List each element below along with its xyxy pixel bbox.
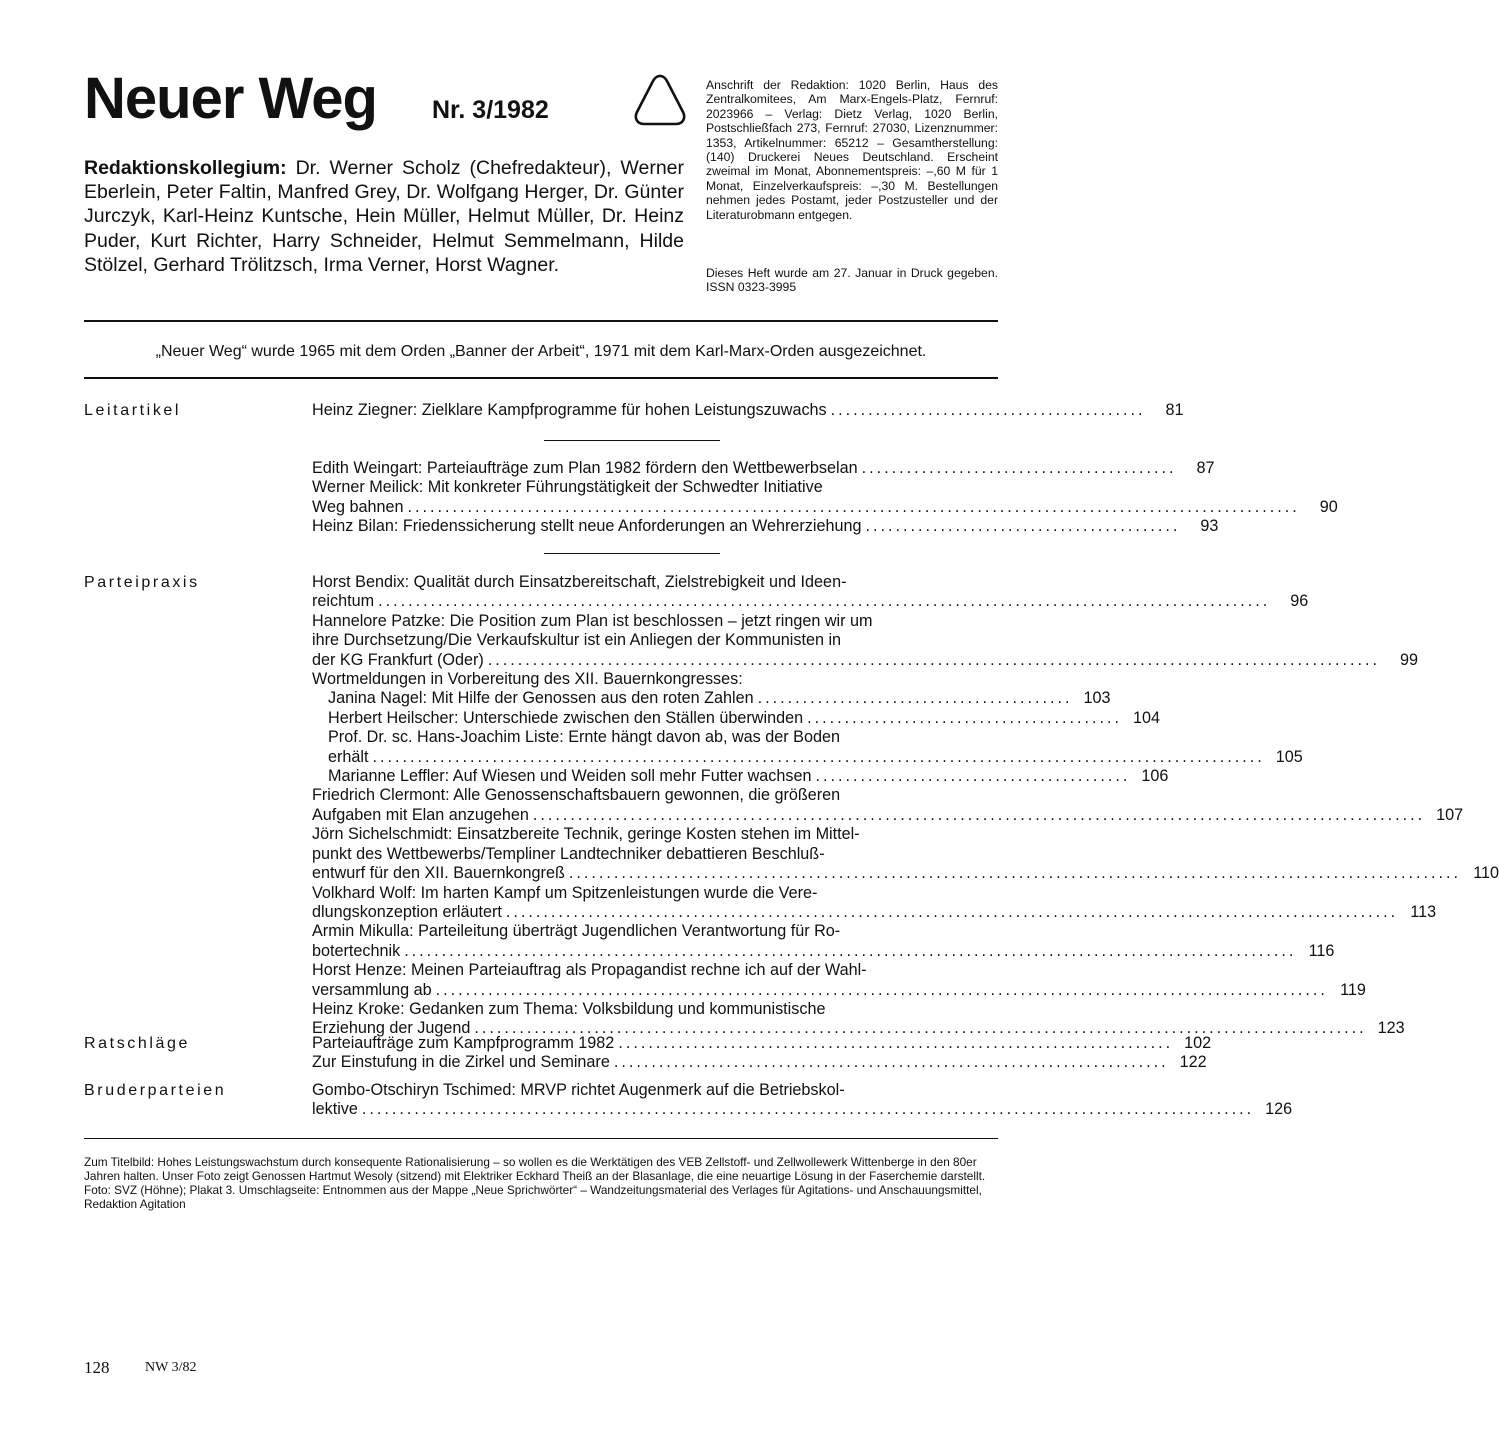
toc-entry[interactable]: Armin Mikulla: Parteileitung überträgt Jugendlichen Verantwortung für Ro- botertechnik ....................................................................................................................... 116 <box>312 922 1335 960</box>
toc-entry[interactable]: Volkhard Wolf: Im harten Kampf um Spitzenleistungen wurde die Vere- dlungskonzeption erläutert ....................................................................................................................... 113 <box>312 883 1437 921</box>
toc-group-parteipraxis <box>312 573 1499 1039</box>
section-leitartikel: Leitartikel <box>84 402 182 419</box>
toc-page-number: 113 <box>1410 902 1437 921</box>
toc-entry[interactable]: Jörn Sichelschmidt: Einsatzbereite Technik, geringe Kosten stehen im Mittel- punkt des Wettbewerbs/Templiner Landtechniker debattieren Beschluß- entwurf für den XII. Bauernkongreß ....................................................................................................................... 110 <box>312 825 1499 883</box>
toc-entry[interactable]: Hannelore Patzke: Die Position zum Plan ist beschlossen – jetzt ringen wir um ihre Durchsetzung/Die Verkaufskultur ist ein Anliegen der Kommunisten in der KG Frankfurt (Oder) ....................................................................................................................... 99 <box>312 611 1419 669</box>
toc-page-number: 107 <box>1436 805 1464 824</box>
masthead-title: Neuer Weg <box>84 66 377 131</box>
toc-entry[interactable]: Werner Meilick: Mit konkreter Führungstätigkeit der Schwedter Initiative Weg bahnen ....................................................................................................................... 90 <box>312 478 1338 516</box>
editorial-board-label: Redaktionskollegium: <box>84 157 287 179</box>
toc-entry-text: Heinz Ziegner: Zielklare Kampfprogramme für hohen Leistungszuwachs <box>312 401 827 419</box>
toc-entry-text: Armin Mikulla: Parteileitung überträgt Jugendlichen Verantwortung für Ro- <box>312 922 841 941</box>
section-ratschlaege: Ratschläge <box>84 1035 191 1052</box>
toc-entry-text: Horst Bendix: Qualität durch Einsatzbereitschaft, Zielstrebigkeit und Ideen- <box>312 573 847 591</box>
toc-entry-text: Weg bahnen <box>312 497 404 516</box>
toc-entry-text: Prof. Dr. sc. Hans-Joachim Liste: Ernte hängt davon ab, was der Boden <box>328 728 840 747</box>
award-note: „Neuer Weg“ wurde 1965 mit dem Orden „Banner der Arbeit“, 1971 mit dem Karl-Marx-Orden ausgezeichnet. <box>155 343 927 360</box>
toc-entry[interactable]: Gombo-Otschiryn Tschimed: MRVP richtet Augenmerk auf die Betriebskol- lektive ....................................................................................................................... 126 <box>312 1081 1293 1119</box>
toc-entry[interactable]: Heinz Bilan: Friedenssicherung stellt neue Anforderungen an Wehrerziehung .......................................... 93 <box>312 517 1219 536</box>
toc-entry-text: Erziehung der Jugend <box>312 1019 471 1038</box>
toc-entry-text: reichtum <box>312 592 375 611</box>
toc-entry[interactable]: Prof. Dr. sc. Hans-Joachim Liste: Ernte hängt davon ab, was der Boden erhält ....................................................................................................................... 105 <box>328 728 1303 766</box>
toc-entry-text: Horst Henze: Meinen Parteiauftrag als Propagandist rechne ich auf der Wahl- <box>312 961 867 980</box>
toc-entry-text: Zur Einstufung in die Zirkel und Seminare <box>312 1053 610 1072</box>
toc-entry-text: entwurf für den XII. Bauernkongreß <box>312 864 565 883</box>
separator-line <box>544 440 720 441</box>
toc-entry-heading <box>312 670 995 689</box>
toc-page-number: 119 <box>1340 980 1366 999</box>
toc-group-leitartikel-2 <box>312 459 1338 537</box>
toc-entry-text: Heinz Kroke: Gedanken zum Thema: Volksbildung und kommunistische <box>312 999 826 1018</box>
editorial-board <box>84 156 684 277</box>
toc-page-number: 103 <box>1083 689 1111 708</box>
toc-page-number: 90 <box>1319 497 1338 516</box>
divider-rule <box>84 320 998 322</box>
toc-page-number: 87 <box>1196 459 1215 477</box>
toc-entry-text: Parteiaufträge zum Kampfprogramm 1982 <box>312 1034 615 1052</box>
issue-number: Nr. 3/1982 <box>432 96 549 124</box>
issue-code: NW 3/82 <box>145 1360 197 1375</box>
toc-entry-text: der KG Frankfurt (Oder) <box>312 650 484 669</box>
toc-entry-text: lektive <box>312 1100 358 1119</box>
toc-entry-text: versammlung ab <box>312 980 432 999</box>
toc-entry-text: Aufgaben mit Elan anzugehen <box>312 805 529 824</box>
toc-entry[interactable]: Edith Weingart: Parteiaufträge zum Plan 1982 fördern den Wettbewerbselan .......................................... 87 <box>312 459 1215 477</box>
toc-entry[interactable]: Friedrich Clermont: Alle Genossenschaftsbauern gewonnen, die größeren Aufgaben mit Elan anzugehen ....................................................................................................................... 107 <box>312 786 1464 824</box>
toc-entry[interactable]: Heinz Kroke: Gedanken zum Thema: Volksbildung und kommunistische Erziehung der Jugend ....................................................................................................................... 123 <box>312 999 1405 1038</box>
section-bruderparteien: Bruderparteien <box>84 1082 227 1099</box>
toc-entry[interactable]: Parteiaufträge zum Kampfprogramm 1982 .......................................................................... 102 <box>312 1034 1212 1052</box>
page-number: 128 <box>84 1358 110 1377</box>
toc-page-number: 104 <box>1132 708 1160 727</box>
toc-entry-text: Janina Nagel: Mit Hilfe der Genossen aus den roten Zahlen <box>328 689 754 708</box>
editorial-board-names: Dr. Werner Scholz (Chefredakteur), Werner Eberlein, Peter Faltin, Manfred Grey, Dr. Wolfgang Herger, Dr. Günter Jurczyk, Karl-Heinz Kuntsche, Hein Müller, Helmut Müller, Dr. Heinz Puder, Kurt Richter, Harry Schneider, Helmut Semmelmann, Hilde Stölzel, Gerhard Trölitzsch, Irma Verner, Horst Wagner. <box>84 157 684 276</box>
toc-entry-text: ihre Durchsetzung/Die Verkaufskultur ist ein Anliegen der Kommunisten in <box>312 631 842 650</box>
toc-group-leitartikel <box>312 401 1184 420</box>
toc-entry-text: Friedrich Clermont: Alle Genossenschaftsbauern gewonnen, die größeren <box>312 786 841 805</box>
print-note: Dieses Heft wurde am 27. Januar in Druck gegeben. ISSN 0323-3995 <box>706 266 998 295</box>
toc-group-bruderparteien <box>312 1081 1293 1120</box>
divider-rule <box>84 1138 998 1139</box>
toc-entry-text: Hannelore Patzke: Die Position zum Plan ist beschlossen – jetzt ringen wir um <box>312 611 873 630</box>
toc-entry[interactable]: Horst Henze: Meinen Parteiauftrag als Propagandist rechne ich auf der Wahl- versammlung ab ....................................................................................................................... 119 <box>312 961 1366 999</box>
toc-entry-text: dlungskonzeption erläutert <box>312 902 502 921</box>
section-parteipraxis: Parteipraxis <box>84 574 200 591</box>
toc-page-number: 102 <box>1184 1034 1212 1052</box>
toc-entry-text: punkt des Wettbewerbs/Templiner Landtechniker debattieren Beschluß- <box>312 844 825 863</box>
toc-page-number: 122 <box>1179 1053 1207 1072</box>
toc-entry-text: Wortmeldungen in Vorbereitung des XII. Bauernkongresses: <box>312 670 743 689</box>
toc-entry-text: Jörn Sichelschmidt: Einsatzbereite Technik, geringe Kosten stehen im Mittel- <box>312 825 860 844</box>
toc-entry[interactable]: Janina Nagel: Mit Hilfe der Genossen aus den roten Zahlen .......................................... 103 <box>328 689 1111 708</box>
publisher-address: Anschrift der Redaktion: 1020 Berlin, Haus des Zentralkomitees, Am Marx-Engels-Platz, Fernruf: 2023966 – Verlag: Dietz Verlag, 1020 Berlin, Postschließfach 273, Fernruf: 27030, Lizenznummer: 1353, Artikelnummer: 65212 – Gesamtherstellung: (140) Druckerei Neues Deutschland. Erscheint zweimal im Monat, Abonnementspreis: –,60 M für 1 Monat, Einzelverkaufspreis: –,30 M. Bestellungen nehmen jedes Postamt, jeder Postzusteller und der Literaturobmann entgegen. <box>706 78 998 222</box>
toc-entry-text: Herbert Heilscher: Unterschiede zwischen den Ställen überwinden <box>328 708 804 727</box>
divider-rule <box>84 377 998 379</box>
toc-entry-text: Heinz Bilan: Friedenssicherung stellt neue Anforderungen an Wehrerziehung <box>312 517 862 536</box>
toc-group-ratschlaege <box>312 1034 1212 1073</box>
toc-entry-text: Edith Weingart: Parteiaufträge zum Plan 1982 fördern den Wettbewerbselan <box>312 459 858 477</box>
toc-page-number: 105 <box>1275 747 1303 766</box>
toc-entry[interactable]: Zur Einstufung in die Zirkel und Seminare .......................................................................... 122 <box>312 1053 1207 1072</box>
toc-page-number: 126 <box>1265 1100 1293 1119</box>
toc-entry[interactable]: Heinz Ziegner: Zielklare Kampfprogramme für hohen Leistungszuwachs .......................................... 81 <box>312 401 1184 419</box>
toc-entry[interactable]: Herbert Heilscher: Unterschiede zwischen den Ställen überwinden .......................................... 104 <box>328 708 1160 727</box>
toc-page-number: 106 <box>1141 767 1169 786</box>
toc-page-number: 116 <box>1308 941 1335 960</box>
toc-entry-text: botertechnik <box>312 941 401 960</box>
toc-entry-text: Marianne Leffler: Auf Wiesen und Weiden soll mehr Futter wachsen <box>328 767 812 786</box>
toc-page-number: 93 <box>1200 517 1219 536</box>
toc-page-number: 99 <box>1400 650 1419 669</box>
toc-page-number: 110 <box>1473 864 1499 883</box>
separator-line <box>544 553 720 554</box>
cover-caption: Zum Titelbild: Hohes Leistungswachstum durch konsequente Rationalisierung – so wollen es die Werktätigen des VEB Zellstoff- und Zellwollewerk Wittenberge in den 80er Jahren halten. Unser Foto zeigt Genossen Hartmut Wesoly (sitzend) mit Elektriker Eckhard Theiß an der Blasanlage, die eine neuartige Lösung in der Faserchemie darstellt. Foto: SVZ (Höhne); Plakat 3. Umschlagseite: Entnommen aus der Mappe „Neue Sprichwörter“ – Wandzeitungsmaterial des Verlages für Agitations- und Anschauungsmittel, Redaktion Agitation <box>84 1155 986 1211</box>
toc-page-number: 81 <box>1165 401 1184 419</box>
triangle-logo-icon <box>630 70 690 130</box>
toc-page-number: 123 <box>1377 1019 1405 1038</box>
toc-entry-text: Gombo-Otschiryn Tschimed: MRVP richtet Augenmerk auf die Betriebskol- <box>312 1081 845 1099</box>
toc-entry-text: erhält <box>328 747 369 766</box>
toc-page-number: 96 <box>1290 592 1309 611</box>
toc-entry-text: Werner Meilick: Mit konkreter Führungstätigkeit der Schwedter Initiative <box>312 478 823 497</box>
toc-entry[interactable]: Horst Bendix: Qualität durch Einsatzbereitschaft, Zielstrebigkeit und Ideen- reichtum ....................................................................................................................... 96 <box>312 573 1309 611</box>
toc-entry-text: Volkhard Wolf: Im harten Kampf um Spitzenleistungen wurde die Vere- <box>312 883 818 902</box>
toc-entry[interactable]: Marianne Leffler: Auf Wiesen und Weiden soll mehr Futter wachsen .......................................... 106 <box>328 767 1169 786</box>
